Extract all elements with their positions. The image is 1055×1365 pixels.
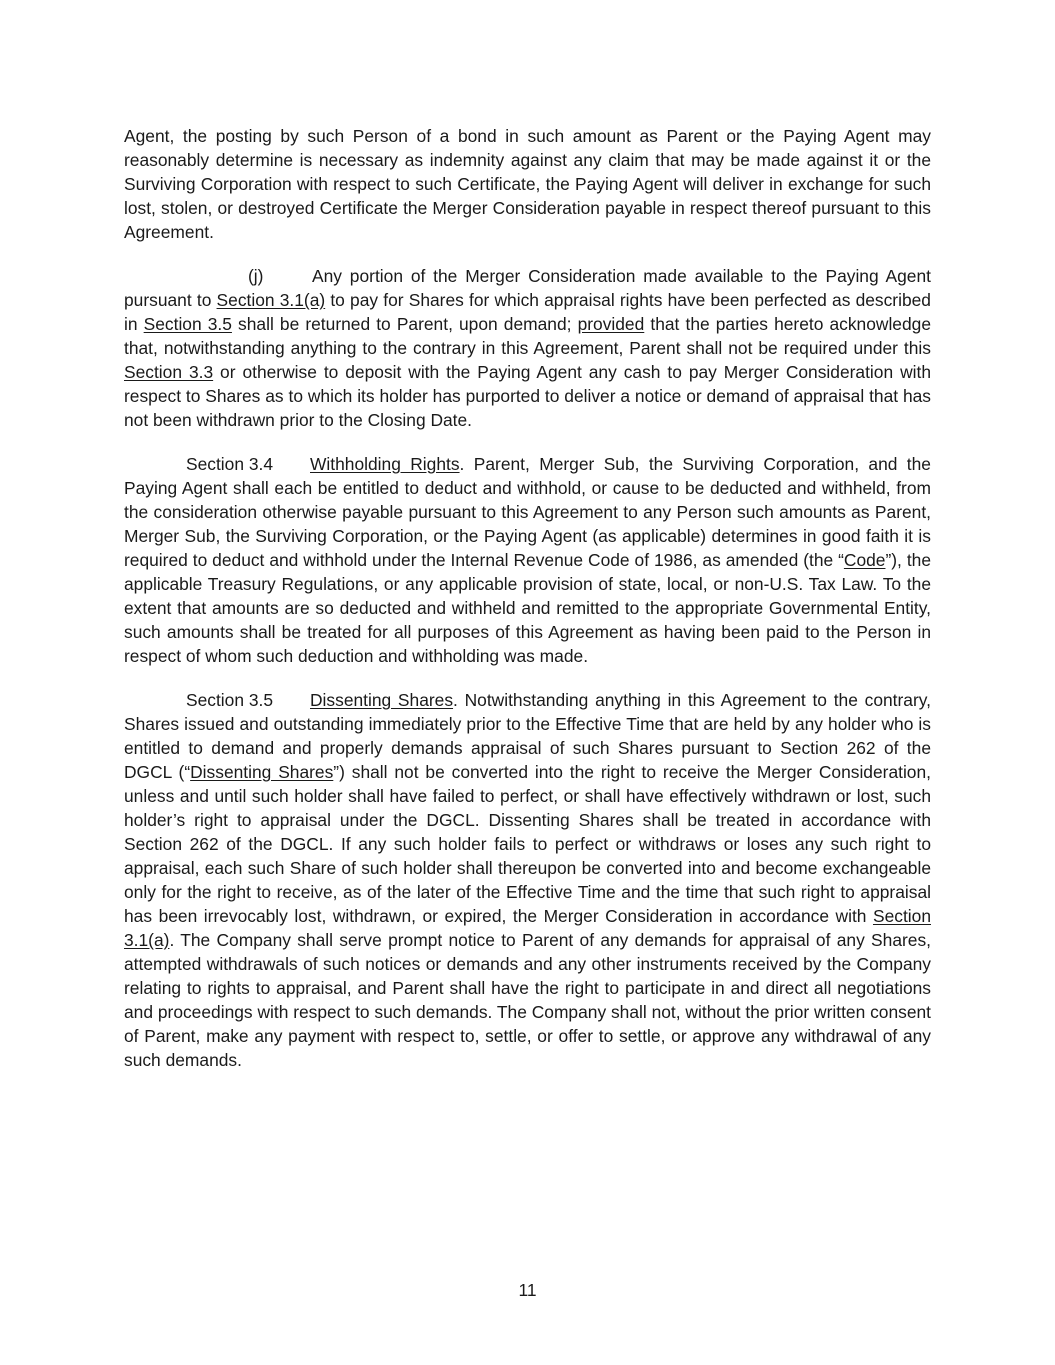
section-reference: Section 3.1(a) xyxy=(124,906,931,950)
defined-term: Dissenting Shares xyxy=(190,762,334,782)
subsection-j xyxy=(124,264,931,432)
defined-term: provided xyxy=(577,314,645,334)
section-reference: Section 3.3 xyxy=(124,362,214,382)
section-text: ”), the applicable Treasury Regulations, or any applicable provision of state, local, or non-U.S. Tax Law. To the extent that amounts are so deducted and withheld and remitted to the appropriate Governmental Entity, such amounts shall be treated for all purposes of this Agreement as having been paid to the Person in respect of whom such deduction and withholding was made. xyxy=(124,550,931,666)
subsection-text: or otherwise to deposit with the Paying Agent any cash to pay Merger Consideration with respect to Shares as to which its holder has purported to deliver a notice or demand of appraisal that has not been withdrawn prior to the Closing Date. xyxy=(124,362,931,430)
subsection-label: (j) xyxy=(248,266,264,286)
section-reference: Section 3.5 xyxy=(143,314,232,334)
page-number: 11 xyxy=(518,1280,537,1300)
paragraph-continuation xyxy=(124,124,931,244)
defined-term: Code xyxy=(843,550,886,570)
section-3-5 xyxy=(124,688,931,1072)
subsection-text: Any portion of the Merger Consideration made available to the Paying Agent pursuant to xyxy=(124,266,931,310)
section-3-4 xyxy=(124,452,931,668)
section-heading: Dissenting Shares xyxy=(310,690,454,710)
section-text: ”) shall not be converted into the right to receive the Merger Consideration, unless and until such holder shall have failed to perfect, or shall have effectively withdrawn or lost, such holder’s right to appraisal under the DGCL. Dissenting Shares shall be treated in accordance with Section 262 of the DGCL. If any such holder fails to perfect or withdraws or loses any such right to appraisal, each such Share of such holder shall thereupon be converted into and become exchangeable only for the right to receive, as of the later of the Effective Time and the time that such right to appraisal has been irrevocably lost, withdrawn, or expired, the Merger Consideration in accordance with xyxy=(124,762,931,926)
section-text: . Parent, Merger Sub, the Surviving Corporation, and the Paying Agent shall each be entitled to deduct and withhold, or cause to be deducted and withheld, from the consideration otherwise payable pursuant to this Agreement to any Person such amounts as Parent, Merger Sub, the Surviving Corporation, or the Paying Agent (as applicable) determines in good faith it is required to deduct and withhold under the Internal Revenue Code of 1986, as amended (the “ xyxy=(124,454,931,570)
section-number: Section 3.5 xyxy=(186,690,274,710)
subsection-text: to pay for Shares for which appraisal rights have been perfected as described in xyxy=(124,290,931,334)
section-text: . Notwithstanding anything in this Agreement to the contrary, Shares issued and outstanding immediately prior to the Effective Time that are held by any holder who is entitled to demand and properly demands appraisal of such Shares pursuant to Section 262 of the DGCL (“ xyxy=(124,690,931,782)
subsection-text: shall be returned to Parent, upon demand; xyxy=(231,314,578,334)
section-heading: Withholding Rights xyxy=(310,454,460,474)
section-number: Section 3.4 xyxy=(186,454,274,474)
subsection-text: that the parties hereto acknowledge that, notwithstanding anything to the contrary in this Agreement, Parent shall not be required under this xyxy=(124,314,931,358)
section-reference: Section 3.1(a) xyxy=(216,290,326,310)
paragraph-text: Agent, the posting by such Person of a bond in such amount as Parent or the Paying Agent may reasonably determine is necessary as indemnity against any claim that may be made against it or the Surviving Corporation with respect to such Certificate, the Paying Agent will deliver in exchange for such lost, stolen, or destroyed Certificate the Merger Consideration payable in respect thereof pursuant to this Agreement. xyxy=(124,126,931,242)
document-page xyxy=(124,124,931,1092)
section-text: . The Company shall serve prompt notice to Parent of any demands for appraisal of any Shares, attempted withdrawals of such notices or demands and any other instruments received by the Company relating to rights to appraisal, and Parent shall have the right to participate in and direct all negotiations and proceedings with respect to such demands. The Company shall not, without the prior written consent of Parent, make any payment with respect to, settle, or offer to settle, or approve any withdrawal of any such demands. xyxy=(124,930,931,1070)
